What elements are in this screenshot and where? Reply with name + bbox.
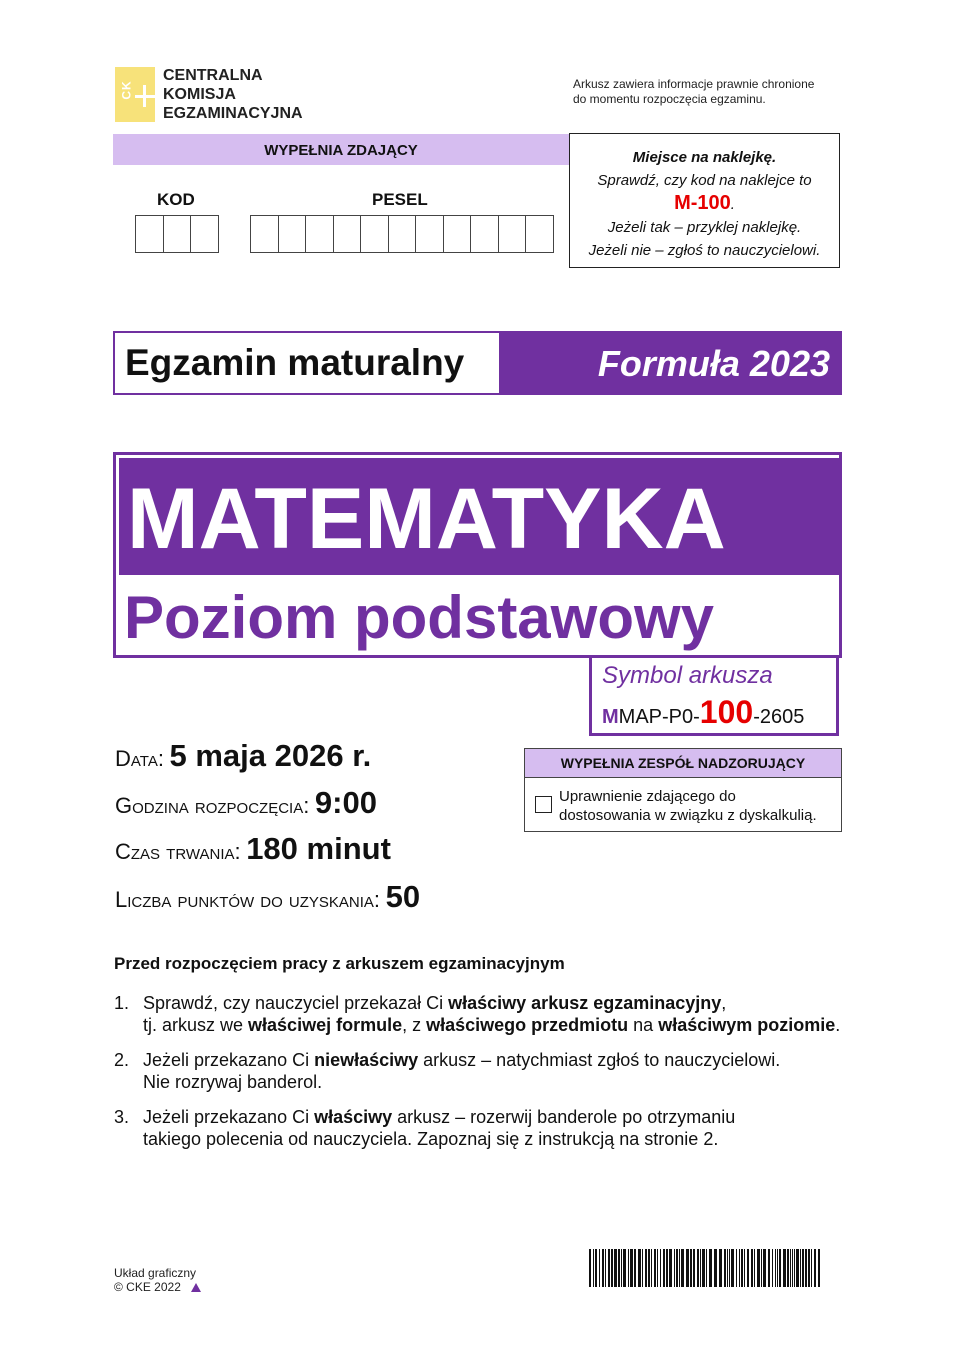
- barcode-bar: [608, 1249, 610, 1287]
- barcode-bar: [681, 1249, 684, 1287]
- bold-run: niewłaściwy: [314, 1050, 419, 1070]
- exam-duration-value: 180 minut: [246, 831, 391, 866]
- logo-bar: [143, 85, 146, 107]
- instruction-number: 1.: [114, 993, 130, 1013]
- barcode-bar: [634, 1249, 636, 1287]
- barcode-bar: [706, 1249, 707, 1287]
- barcode-bar: [805, 1249, 807, 1287]
- barcode-bar: [763, 1249, 766, 1287]
- barcode-bar: [605, 1249, 606, 1287]
- barcode-bar: [772, 1249, 773, 1287]
- barcode-bar: [783, 1249, 786, 1287]
- barcode-bar: [779, 1249, 781, 1287]
- barcode-bar: [744, 1249, 745, 1287]
- pesel-input-boxes[interactable]: [250, 215, 554, 253]
- pesel-digit-box[interactable]: [361, 216, 389, 252]
- barcode-bar: [808, 1249, 810, 1287]
- barcode-bar: [751, 1249, 753, 1287]
- text-run: arkusz – natychmiast zgłoś to nauczycielowi.: [418, 1050, 781, 1070]
- barcode-bar: [669, 1249, 672, 1287]
- text-run: takiego polecenia od nauczyciela. Zapoznaj się z instrukcją na stronie 2.: [143, 1129, 719, 1149]
- legal-notice-line: do momentu rozpoczęcia egzaminu.: [573, 92, 766, 106]
- barcode-bar: [777, 1249, 778, 1287]
- text-run: , z: [402, 1015, 427, 1035]
- pesel-digit-box[interactable]: [526, 216, 553, 252]
- barcode-bar: [818, 1249, 820, 1287]
- barcode: [589, 1249, 824, 1287]
- instruction-text: [143, 1049, 844, 1093]
- pesel-digit-box[interactable]: [279, 216, 307, 252]
- pesel-digit-box[interactable]: [444, 216, 472, 252]
- text-run: Jeżeli przekazano Ci: [143, 1050, 315, 1070]
- barcode-bar: [800, 1249, 801, 1287]
- barcode-bar: [727, 1249, 728, 1287]
- sticker-title: Miejsce na naklejkę.: [632, 149, 777, 166]
- barcode-bar: [693, 1249, 695, 1287]
- exam-banner: [113, 331, 842, 395]
- dyscalculia-label: [559, 787, 817, 825]
- text-run: arkusz – rozerwij banderole po otrzymaniu: [392, 1107, 736, 1127]
- instruction-item: [114, 1049, 844, 1093]
- cke-logo-text: [163, 66, 303, 123]
- logo-line: KOMISJA: [163, 86, 236, 103]
- instruction-text: [143, 992, 844, 1036]
- instruction-number: 2.: [114, 1050, 130, 1070]
- barcode-bar: [595, 1249, 597, 1287]
- barcode-bar: [736, 1249, 737, 1287]
- exam-start-value: 9:00: [314, 785, 377, 820]
- barcode-bar: [775, 1249, 776, 1287]
- exam-points-label: Liczba punktów do uzyskania:: [115, 887, 381, 912]
- barcode-bar: [593, 1249, 594, 1287]
- barcode-bar: [660, 1249, 661, 1287]
- exam-start: [115, 785, 377, 821]
- footer-credit: [114, 1266, 201, 1294]
- barcode-bar: [630, 1249, 633, 1287]
- bold-run: właściwego przedmiotu: [426, 1015, 629, 1035]
- text-run: Sprawdź, czy nauczyciel przekazał Ci: [143, 993, 449, 1013]
- subject-title-block: [113, 452, 842, 658]
- barcode-bar: [697, 1249, 699, 1287]
- barcode-bar: [690, 1249, 692, 1287]
- barcode-bar: [654, 1249, 656, 1287]
- sticker-code-dot: .: [730, 196, 735, 213]
- barcode-bar: [714, 1249, 717, 1287]
- barcode-bar: [802, 1249, 804, 1287]
- instruction-item: [114, 1106, 844, 1150]
- sticker-check-text: Sprawdź, czy kod na naklejce to: [597, 172, 812, 189]
- barcode-bar: [700, 1249, 701, 1287]
- pesel-label: PESEL: [372, 190, 428, 209]
- barcode-bar: [602, 1249, 604, 1287]
- sticker-code: M-100: [674, 192, 731, 214]
- barcode-bar: [768, 1249, 770, 1287]
- barcode-bar: [754, 1249, 755, 1287]
- pesel-digit-box[interactable]: [471, 216, 499, 252]
- legal-notice-line: Arkusz zawiera informacje prawnie chronione: [573, 77, 815, 91]
- pesel-digit-box[interactable]: [416, 216, 444, 252]
- text-run: tj. arkusz we: [143, 1015, 249, 1035]
- text-run: Jeżeli przekazano Ci: [143, 1107, 315, 1127]
- barcode-bar: [747, 1249, 749, 1287]
- barcode-bar: [657, 1249, 658, 1287]
- sticker-yes-text: Jeżeli tak – przyklej naklejkę.: [607, 219, 802, 236]
- footer-line: Układ graficzny: [114, 1266, 197, 1280]
- instruction-item: [114, 992, 844, 1036]
- candidate-section-header: [113, 134, 569, 165]
- instructions-heading: Przed rozpoczęciem pracy z arkuszem egzaminacyjnym: [114, 954, 565, 973]
- text-run: Nie rozrywaj banderol.: [143, 1072, 323, 1092]
- barcode-bar: [599, 1249, 600, 1287]
- exam-points: [115, 879, 420, 915]
- barcode-bar: [638, 1249, 641, 1287]
- text-run: .: [835, 1015, 841, 1035]
- supervisors-box: [524, 748, 842, 832]
- supervisors-header: WYPEŁNIA ZESPÓŁ NADZORUJĄCY: [525, 749, 841, 778]
- exam-type: Egzamin maturalny: [115, 333, 497, 393]
- barcode-bar: [814, 1249, 816, 1287]
- barcode-bar: [648, 1249, 650, 1287]
- kod-digit-box[interactable]: [136, 216, 164, 252]
- pesel-digit-box[interactable]: [389, 216, 417, 252]
- bold-run: właściwej formule: [248, 1015, 403, 1035]
- barcode-bar: [645, 1249, 647, 1287]
- exam-date-value: 5 maja 2026 r.: [169, 738, 372, 773]
- instructions-list: [114, 992, 844, 1163]
- barcode-bar: [628, 1249, 629, 1287]
- kod-label: KOD: [157, 190, 195, 209]
- barcode-bar: [686, 1249, 689, 1287]
- barcode-bar: [787, 1249, 789, 1287]
- exam-duration: [115, 831, 391, 867]
- symbol-suffix: -2605: [753, 706, 805, 728]
- exam-date: [115, 738, 371, 774]
- subject-title: MATEMATYKA: [119, 458, 839, 575]
- kod-digit-box[interactable]: [164, 216, 192, 252]
- exam-formula: Formuła 2023: [499, 333, 840, 393]
- barcode-bar: [614, 1249, 617, 1287]
- legal-notice: [573, 77, 814, 107]
- barcode-bar: [731, 1249, 734, 1287]
- barcode-bar: [642, 1249, 643, 1287]
- barcode-bar: [796, 1249, 799, 1287]
- pesel-digit-box[interactable]: [306, 216, 334, 252]
- barcode-bar: [811, 1249, 812, 1287]
- barcode-bar: [761, 1249, 762, 1287]
- barcode-bar: [589, 1249, 591, 1287]
- barcode-bar: [676, 1249, 678, 1287]
- instruction-number: 3.: [114, 1107, 130, 1127]
- bold-run: właściwy: [314, 1107, 393, 1127]
- pesel-digit-box[interactable]: [334, 216, 362, 252]
- exam-duration-label: Czas trwania:: [115, 839, 241, 864]
- barcode-bar: [729, 1249, 730, 1287]
- barcode-bar: [666, 1249, 668, 1287]
- symbol-prefix-m: M: [602, 706, 619, 728]
- sticker-placeholder: [569, 133, 840, 268]
- barcode-bar: [739, 1249, 740, 1287]
- barcode-bar: [794, 1249, 795, 1287]
- sheet-symbol-code: [602, 694, 804, 731]
- barcode-bar: [674, 1249, 675, 1287]
- candidate-section-title: WYPEŁNIA ZDAJĄCY: [264, 142, 418, 159]
- footer-line: © CKE 2022: [114, 1280, 181, 1294]
- barcode-bar: [790, 1249, 791, 1287]
- exam-date-label: Data:: [115, 746, 164, 771]
- barcode-bar: [611, 1249, 613, 1287]
- text-run: na: [628, 1015, 659, 1035]
- bold-run: właściwym poziomie: [658, 1015, 836, 1035]
- barcode-bar: [651, 1249, 652, 1287]
- level-title: Poziom podstawowy: [124, 584, 715, 651]
- barcode-bar: [741, 1249, 743, 1287]
- kod-input-boxes[interactable]: [135, 215, 219, 253]
- barcode-bar: [618, 1249, 620, 1287]
- barcode-bar: [663, 1249, 665, 1287]
- barcode-bar: [724, 1249, 726, 1287]
- symbol-prefix: MAP-P0-: [618, 706, 700, 728]
- barcode-bar: [623, 1249, 626, 1287]
- triangle-icon: [191, 1283, 201, 1292]
- barcode-bar: [792, 1249, 793, 1287]
- barcode-bar: [621, 1249, 622, 1287]
- exam-start-label: Godzina rozpoczęcia:: [115, 793, 310, 818]
- dyscalculia-label-line: Uprawnienie zdającego do: [559, 788, 736, 805]
- dyscalculia-label-line: dostosowania w związku z dyskalkulią.: [559, 807, 817, 824]
- cke-logo-mark: [115, 67, 155, 122]
- pesel-digit-box[interactable]: [499, 216, 527, 252]
- bold-run: właściwy arkusz egzaminacyjny: [448, 993, 722, 1013]
- barcode-bar: [679, 1249, 680, 1287]
- symbol-number: 100: [699, 694, 754, 730]
- kod-digit-box[interactable]: [191, 216, 218, 252]
- instruction-text: [143, 1106, 844, 1150]
- barcode-bar: [709, 1249, 712, 1287]
- logo-line: CENTRALNA: [163, 67, 263, 84]
- logo-line: EGZAMINACYJNA: [163, 105, 303, 122]
- text-run: ,: [721, 993, 727, 1013]
- barcode-bar: [757, 1249, 760, 1287]
- barcode-bar: [702, 1249, 705, 1287]
- sticker-no-text: Jeżeli nie – zgłoś to nauczycielowi.: [588, 242, 821, 259]
- sheet-symbol-box: [589, 656, 839, 736]
- dyscalculia-checkbox[interactable]: [535, 796, 552, 813]
- barcode-bar: [719, 1249, 722, 1287]
- sheet-symbol-label: Symbol arkusza: [602, 662, 773, 689]
- logo-mark-text: CK: [119, 80, 134, 100]
- pesel-digit-box[interactable]: [251, 216, 279, 252]
- exam-points-value: 50: [385, 879, 421, 914]
